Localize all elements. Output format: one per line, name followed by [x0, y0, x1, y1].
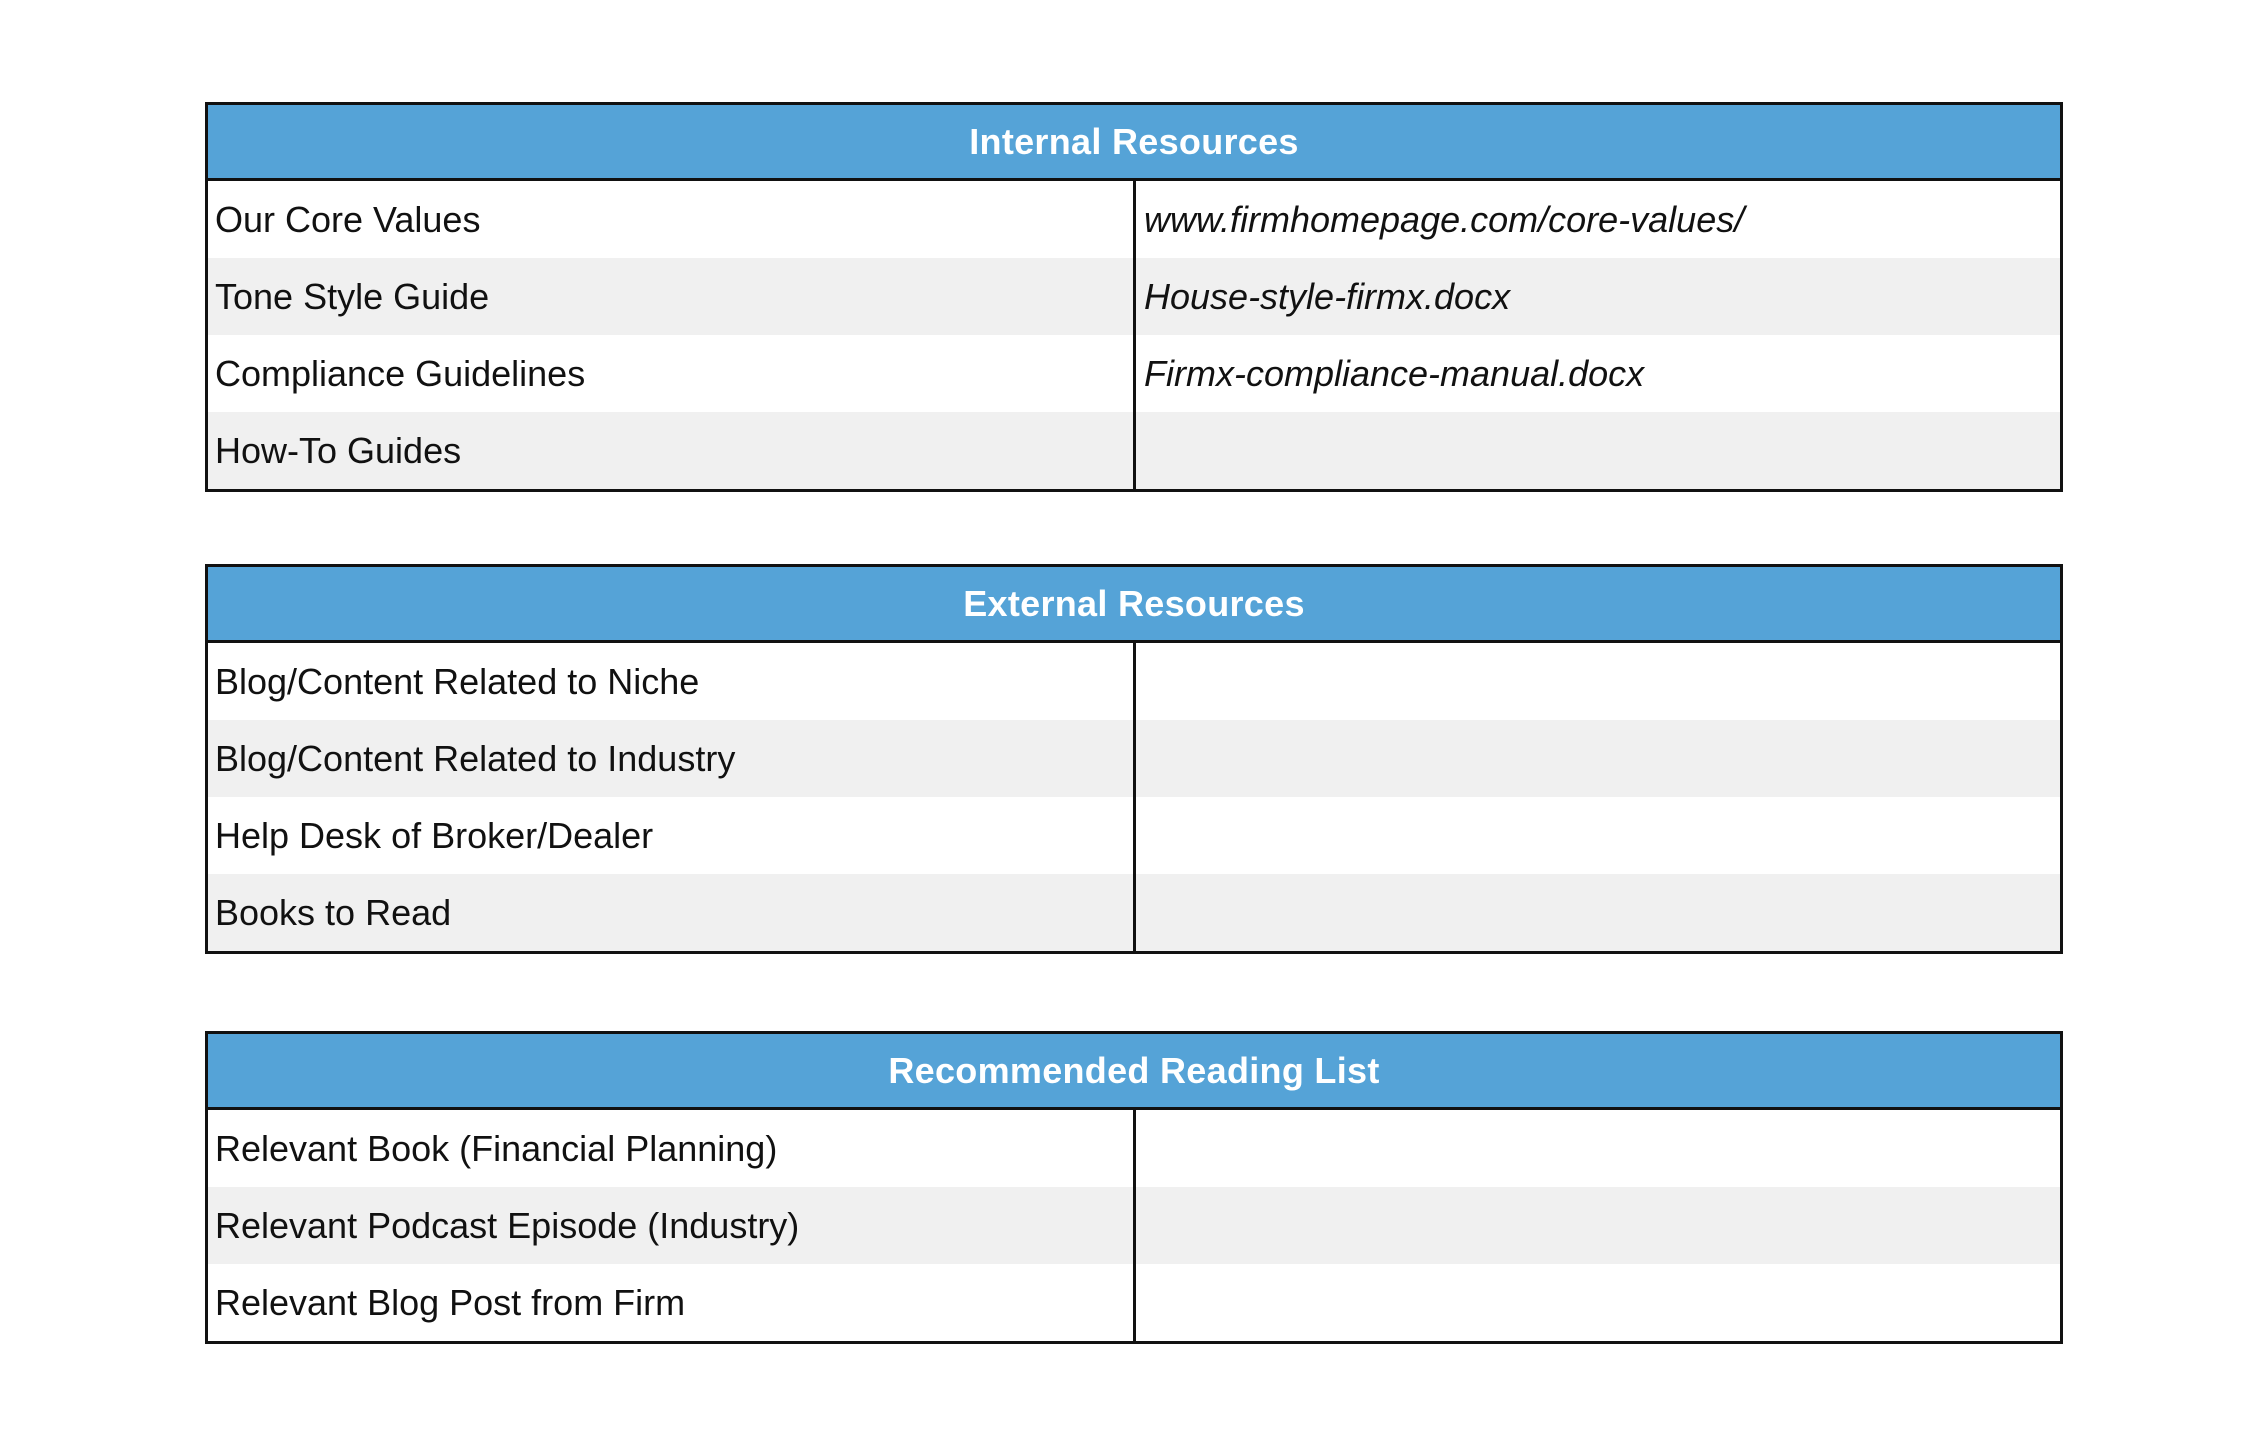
row-link[interactable]: www.firmhomepage.com/core-values/ [1144, 198, 1745, 240]
row-label: Compliance Guidelines [208, 335, 1136, 412]
row-label: Blog/Content Related to Industry [208, 720, 1136, 797]
row-label: Relevant Blog Post from Firm [208, 1264, 1136, 1341]
row-file[interactable]: Firmx-compliance-manual.docx [1144, 352, 1645, 394]
table-row [208, 412, 2060, 489]
row-value [1136, 1110, 2060, 1187]
table-row [208, 874, 2060, 951]
row-label: Blog/Content Related to Niche [208, 643, 1136, 720]
table-row [208, 1187, 2060, 1264]
table-row [208, 643, 2060, 720]
row-value [1136, 720, 2060, 797]
row-label: How-To Guides [208, 412, 1136, 489]
row-label: Our Core Values [208, 181, 1136, 258]
row-file[interactable]: House-style-firmx.docx [1144, 275, 1511, 317]
row-value [1136, 874, 2060, 951]
row-value [1136, 797, 2060, 874]
row-value [1136, 412, 2060, 489]
row-label: Relevant Podcast Episode (Industry) [208, 1187, 1136, 1264]
row-label: Tone Style Guide [208, 258, 1136, 335]
row-label: Books to Read [208, 874, 1136, 951]
row-value [1136, 1264, 2060, 1341]
internal-resources-table [205, 102, 2063, 492]
table-row [208, 1110, 2060, 1187]
table-header: Internal Resources [208, 105, 2060, 181]
row-value [1136, 1187, 2060, 1264]
table-header: External Resources [208, 567, 2060, 643]
table-row [208, 258, 2060, 335]
recommended-reading-table [205, 1031, 2063, 1344]
external-resources-table [205, 564, 2063, 954]
table-row [208, 1264, 2060, 1341]
table-row [208, 181, 2060, 258]
row-label: Relevant Book (Financial Planning) [208, 1110, 1136, 1187]
row-label: Help Desk of Broker/Dealer [208, 797, 1136, 874]
row-value [1136, 643, 2060, 720]
table-header: Recommended Reading List [208, 1034, 2060, 1110]
table-row [208, 720, 2060, 797]
table-row [208, 335, 2060, 412]
table-row [208, 797, 2060, 874]
